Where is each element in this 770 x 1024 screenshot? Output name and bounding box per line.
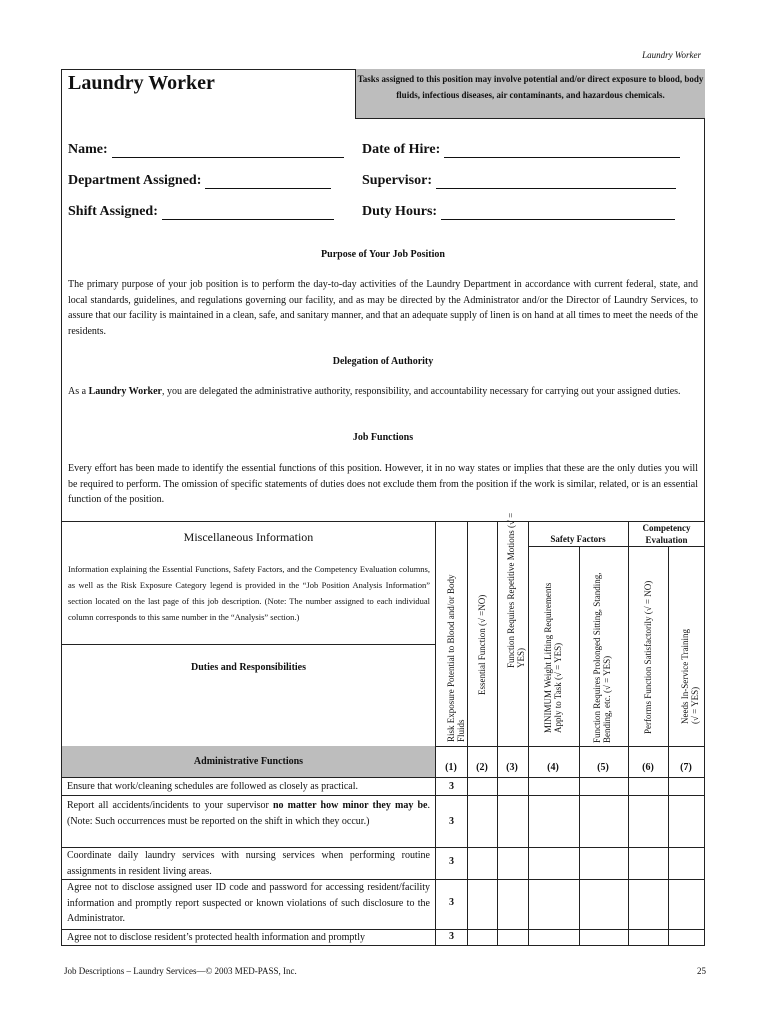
department-label: Department Assigned: bbox=[68, 173, 202, 188]
col-header-4-line-1: MINIMUM Weight Lifting Requirements bbox=[543, 582, 553, 733]
delegation-heading: Delegation of Authority bbox=[332, 356, 434, 367]
col-number-4: (4) bbox=[547, 762, 559, 773]
col-header-7-line-1: Needs In-Service Training bbox=[680, 629, 690, 724]
duty-row-2-text bbox=[67, 798, 430, 829]
col-header-1-line-2: Fluids bbox=[456, 719, 466, 742]
footer-copyright: Job Descriptions – Laundry Services—© 2003 MED-PASS, Inc. bbox=[64, 966, 297, 976]
col-line-6 bbox=[628, 521, 629, 946]
duty-hours-blank[interactable] bbox=[441, 205, 675, 220]
competency-heading bbox=[628, 522, 705, 546]
duty-row-5-text: Agree not to disclose resident’s protected health information and promptly bbox=[67, 932, 365, 943]
table-top-rule bbox=[61, 521, 705, 522]
duty-row-2-bold: no matter how minor they may be bbox=[272, 800, 428, 811]
running-header: Laundry Worker bbox=[642, 50, 701, 60]
col-number-5: (5) bbox=[597, 762, 609, 773]
delegation-text bbox=[68, 384, 698, 400]
col-number-3: (3) bbox=[506, 762, 518, 773]
duty-row-3-text: Coordinate daily laundry services with nursing services when performing routine assignments in resident living areas. bbox=[67, 850, 430, 877]
col-header-4-line-2: Apply to Task (√ = YES) bbox=[553, 642, 563, 733]
name-blank[interactable] bbox=[112, 143, 344, 158]
misc-info-text: Information explaining the Essential Functions, Safety Factors, and the Competency Evaluation columns, as well as the Risk Exposure Category legend is provided in the “Job Position Analysis Information” section located on the last page of this job description. (Note: The number assigned to each individual column corresponds to this same number in the “Analysis” section.) bbox=[68, 564, 430, 622]
col-line-4 bbox=[528, 521, 529, 946]
col-number-7: (7) bbox=[680, 762, 692, 773]
purpose-text: The primary purpose of your job position is to perform the day-to-day activities of the Laundry Department in accordance with current federal, state, and local standards, guidelines, and regulations governing our facility, and as may be directed by the Administrator and/or the Director of Laundry Services, to assure that our facility is maintained in a clean, safe, and sanitary manner, and that an adequate supply of linen is on hand at all times to meet the needs of the residents. bbox=[68, 279, 698, 337]
col-header-7 bbox=[680, 629, 700, 724]
col-header-3-line-2: YES) bbox=[516, 648, 526, 668]
supervisor-field[interactable] bbox=[362, 173, 676, 189]
purpose-heading: Purpose of Your Job Position bbox=[321, 249, 445, 260]
col-number-2: (2) bbox=[476, 762, 488, 773]
date-of-hire-label: Date of Hire: bbox=[362, 142, 441, 157]
shift-field[interactable] bbox=[68, 204, 334, 220]
duty-row-2-pre: Report all accidents/incidents to your supervisor bbox=[67, 800, 273, 811]
col-header-7-line-2: (√ = YES) bbox=[690, 686, 700, 724]
col-header-5-line-1: Function Requires Prolonged Sitting, Standing, bbox=[592, 572, 602, 743]
date-of-hire-field[interactable] bbox=[362, 142, 680, 158]
col-header-1-line-1: Risk Exposure Potential to Blood and/or Body bbox=[446, 574, 456, 742]
col-header-1 bbox=[446, 575, 466, 743]
supervisor-label: Supervisor: bbox=[362, 173, 432, 188]
exposure-warning: Tasks assigned to this position may involve potential and/or direct exposure to blood, body fluids, infectious diseases, air contaminants, and hazardous chemicals. bbox=[355, 69, 705, 119]
page-title: Laundry Worker bbox=[68, 72, 215, 94]
safety-factors-heading: Safety Factors bbox=[550, 534, 606, 544]
duty-row-3-risk: 3 bbox=[449, 856, 454, 867]
duty-row-5-risk: 3 bbox=[449, 931, 454, 942]
col-number-6: (6) bbox=[642, 762, 654, 773]
group-header-rule bbox=[528, 546, 705, 547]
admin-functions-title: Administrative Functions bbox=[193, 756, 304, 767]
name-field[interactable] bbox=[68, 142, 344, 158]
date-of-hire-blank[interactable] bbox=[444, 143, 680, 158]
duty-row-2-post: . (Note: Such occurrences must be reported on the shift in which they occur.) bbox=[67, 800, 430, 827]
duty-row-1-risk: 3 bbox=[449, 781, 454, 792]
misc-divider bbox=[62, 644, 435, 645]
col-header-4 bbox=[543, 583, 563, 733]
col-number-1: (1) bbox=[445, 762, 457, 773]
numbers-bottom-rule bbox=[62, 777, 705, 778]
col-header-2-line-1: Essential Function (√ =NO) bbox=[477, 594, 487, 695]
delegation-post: , you are delegated the administrative authority, responsibility, and accountability necessary for carrying out your assigned duties. bbox=[162, 386, 681, 397]
duty-hours-field[interactable] bbox=[362, 204, 675, 220]
shift-blank[interactable] bbox=[162, 205, 334, 220]
supervisor-blank[interactable] bbox=[436, 174, 676, 189]
duty-row-2-risk: 3 bbox=[449, 816, 454, 827]
page-number: 25 bbox=[697, 966, 706, 976]
col-line-7 bbox=[668, 546, 669, 946]
name-label: Name: bbox=[68, 142, 108, 157]
col-header-6 bbox=[643, 581, 653, 734]
col-header-2 bbox=[477, 595, 487, 695]
col-line-3 bbox=[497, 521, 498, 946]
duty-hours-label: Duty Hours: bbox=[362, 204, 438, 219]
competency-line-1: Competency bbox=[642, 523, 691, 533]
col-line-5 bbox=[579, 546, 580, 946]
duty-row-4-risk: 3 bbox=[449, 897, 454, 908]
department-field[interactable] bbox=[68, 173, 331, 189]
functions-heading: Job Functions bbox=[352, 432, 414, 443]
col-line-1 bbox=[435, 521, 436, 946]
duties-title: Duties and Responsibilities bbox=[190, 662, 307, 673]
shift-label: Shift Assigned: bbox=[68, 204, 158, 219]
col-line-2 bbox=[467, 521, 468, 946]
functions-text: Every effort has been made to identify the essential functions of this position. However, it in no way states or implies that these are the only duties you will be required to perform. The omission of specific statements of duties does not exclude them from the position if the work is similar, related, or is an essential function of the position. bbox=[68, 463, 698, 505]
col-header-5-line-2: Bending, etc. (√ = YES) bbox=[602, 655, 612, 743]
duty-row-1-text: Ensure that work/cleaning schedules are followed as closely as practical. bbox=[67, 781, 359, 792]
delegation-role: Laundry Worker bbox=[88, 386, 162, 397]
col-header-3 bbox=[506, 513, 526, 668]
duty-row-4-text: Agree not to disclose assigned user ID code and password for accessing resident/facility information and promptly report suspected or known violations of such disclosure to the Administrator. bbox=[67, 882, 430, 924]
row-rule-1 bbox=[62, 795, 705, 796]
col-header-3-line-1: Function Requires Repetitive Motions (√ = bbox=[506, 512, 516, 668]
col-header-5 bbox=[592, 573, 612, 744]
competency-line-2: Evaluation bbox=[645, 535, 688, 545]
delegation-pre: As a bbox=[68, 386, 89, 397]
misc-info-title: Miscellaneous Information bbox=[183, 530, 314, 544]
col-header-6-line-1: Performs Function Satisfactorily (√ = NO) bbox=[643, 580, 653, 734]
department-blank[interactable] bbox=[205, 174, 331, 189]
